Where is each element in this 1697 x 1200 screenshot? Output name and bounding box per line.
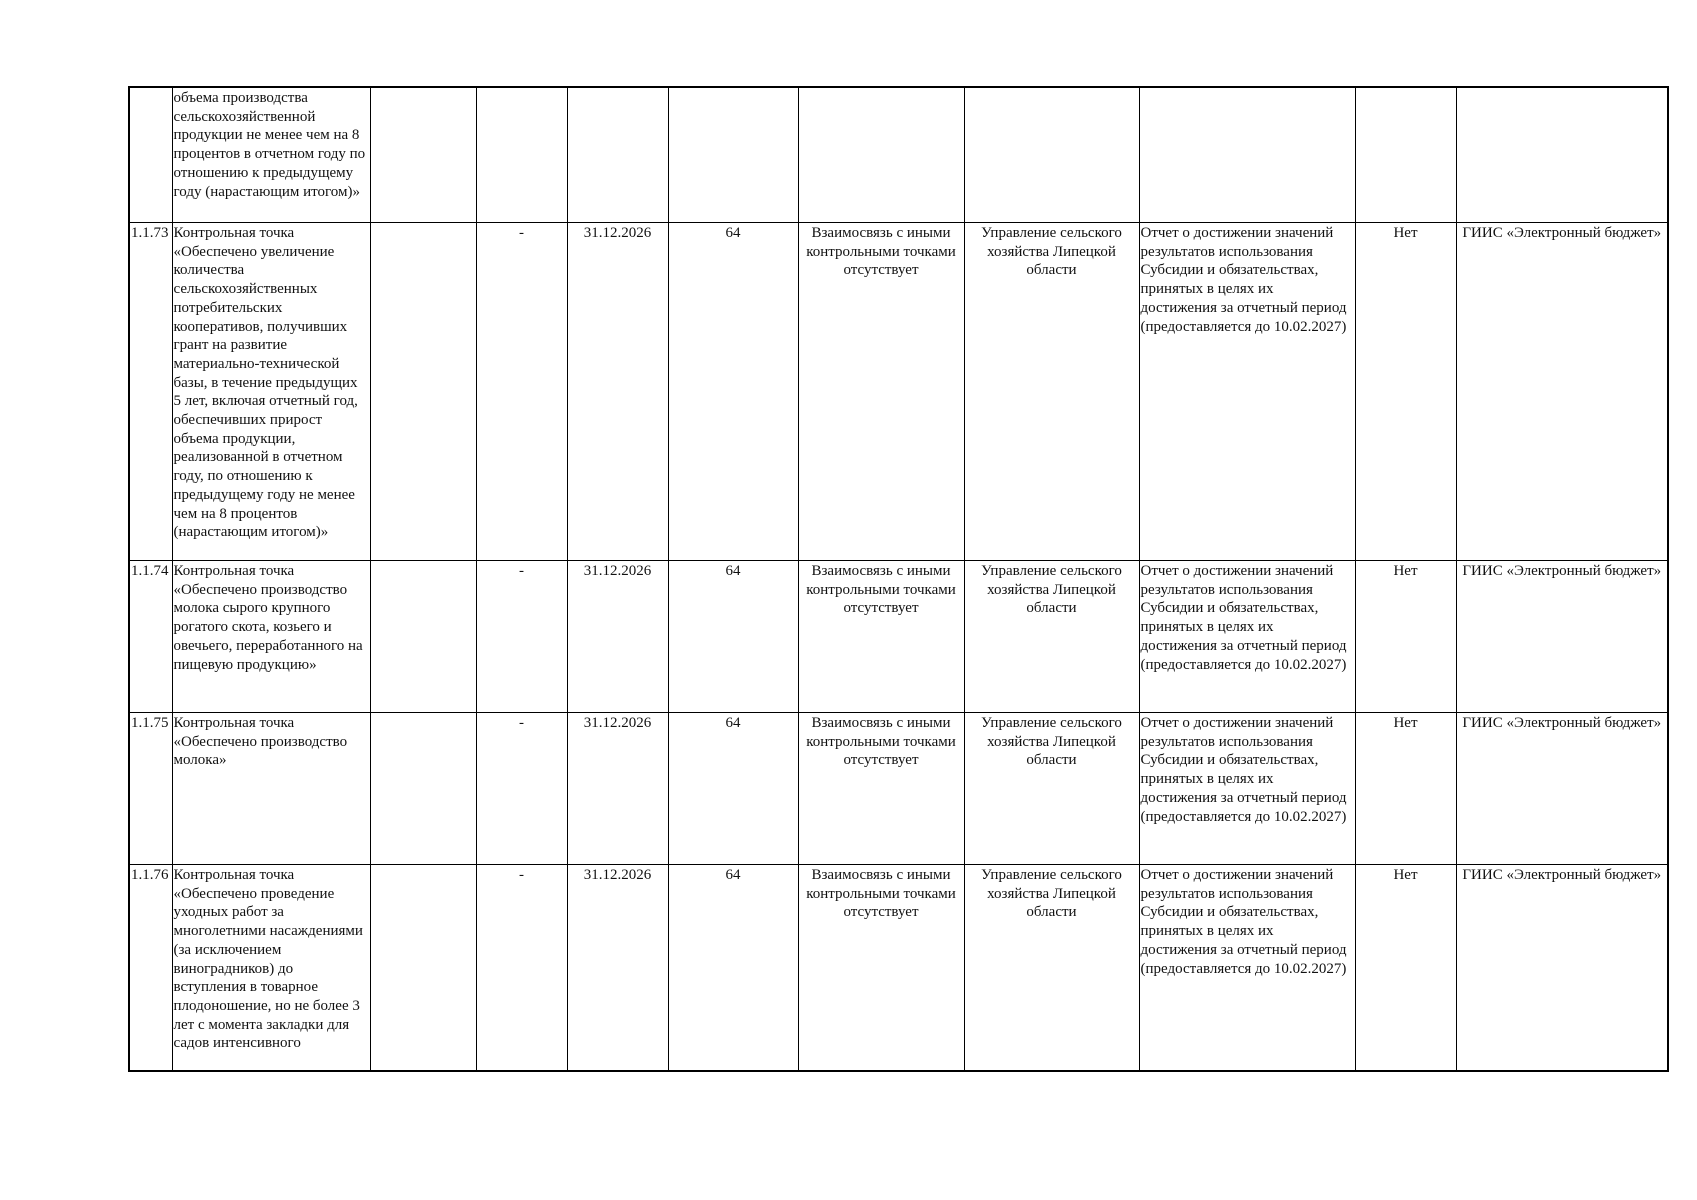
deadline-cell — [567, 87, 668, 223]
control-point-name: Контрольная точка «Обеспечено проведение уходных работ за многолетними насаждениями (за исключением виноградников) до вступления в товарное плодоношение, но не более 3 лет с момента закладки для садов интенсивного — [172, 865, 370, 1072]
document-cell — [1139, 87, 1355, 223]
relation-cell: Взаимосвязь с иными контрольными точками отсутствует — [798, 561, 964, 713]
dash-cell: - — [476, 561, 567, 713]
deadline-cell: 31.12.2026 — [567, 561, 668, 713]
code-cell: 64 — [668, 561, 798, 713]
table-row — [129, 87, 1668, 223]
start-cell — [370, 713, 476, 865]
flag-cell: Нет — [1355, 561, 1456, 713]
start-cell — [370, 865, 476, 1072]
relation-cell: Взаимосвязь с иными контрольными точками отсутствует — [798, 865, 964, 1072]
start-cell — [370, 561, 476, 713]
control-point-name: Контрольная точка «Обеспечено увеличение количества сельскохозяйственных потребительских кооперативов, получивших грант на развитие материально-технической базы, в течение предыдущих 5 лет, включая отчетный год, обеспечивших прирост объема продукции, реализованной в отчетном году, по отношению к предыдущему году не менее чем на 8 процентов (нарастающим итогом)» — [172, 223, 370, 561]
table-row — [129, 713, 1668, 865]
flag-cell: Нет — [1355, 223, 1456, 561]
relation-cell — [798, 87, 964, 223]
dash-cell: - — [476, 865, 567, 1072]
row-number: 1.1.73 — [129, 223, 172, 561]
row-number: 1.1.76 — [129, 865, 172, 1072]
start-cell — [370, 223, 476, 561]
deadline-cell: 31.12.2026 — [567, 865, 668, 1072]
responsible-cell: Управление сельского хозяйства Липецкой области — [964, 561, 1139, 713]
control-point-name: объема производства сельскохозяйственной продукции не менее чем на 8 процентов в отчетном году по отношению к предыдущему году (нарастающим итогом)» — [172, 87, 370, 223]
flag-cell: Нет — [1355, 713, 1456, 865]
start-cell — [370, 87, 476, 223]
flag-cell: Нет — [1355, 865, 1456, 1072]
dash-cell: - — [476, 713, 567, 865]
dash-cell — [476, 87, 567, 223]
code-cell: 64 — [668, 865, 798, 1072]
system-cell: ГИИС «Электронный бюджет» — [1456, 713, 1668, 865]
code-cell: 64 — [668, 223, 798, 561]
responsible-cell: Управление сельского хозяйства Липецкой области — [964, 713, 1139, 865]
document-cell: Отчет о достижении значений результатов использования Субсидии и обязательствах, принятых в целях их достижения за отчетный период (предоставляется до 10.02.2027) — [1139, 713, 1355, 865]
system-cell: ГИИС «Электронный бюджет» — [1456, 223, 1668, 561]
deadline-cell: 31.12.2026 — [567, 713, 668, 865]
row-number — [129, 87, 172, 223]
row-number: 1.1.75 — [129, 713, 172, 865]
control-point-name: Контрольная точка «Обеспечено производство молока» — [172, 713, 370, 865]
document-cell: Отчет о достижении значений результатов использования Субсидии и обязательствах, принятых в целях их достижения за отчетный период (предоставляется до 10.02.2027) — [1139, 865, 1355, 1072]
relation-cell: Взаимосвязь с иными контрольными точками отсутствует — [798, 713, 964, 865]
table-row — [129, 223, 1668, 561]
system-cell — [1456, 87, 1668, 223]
control-point-name: Контрольная точка «Обеспечено производство молока сырого крупного рогатого скота, козьего и овечьего, переработанного на пищевую продукцию» — [172, 561, 370, 713]
code-cell — [668, 87, 798, 223]
deadline-cell: 31.12.2026 — [567, 223, 668, 561]
document-cell: Отчет о достижении значений результатов использования Субсидии и обязательствах, принятых в целях их достижения за отчетный период (предоставляется до 10.02.2027) — [1139, 561, 1355, 713]
system-cell: ГИИС «Электронный бюджет» — [1456, 561, 1668, 713]
row-number: 1.1.74 — [129, 561, 172, 713]
dash-cell: - — [476, 223, 567, 561]
relation-cell: Взаимосвязь с иными контрольными точками отсутствует — [798, 223, 964, 561]
control-points-table — [128, 86, 1669, 1072]
code-cell: 64 — [668, 713, 798, 865]
responsible-cell: Управление сельского хозяйства Липецкой области — [964, 223, 1139, 561]
responsible-cell: Управление сельского хозяйства Липецкой области — [964, 865, 1139, 1072]
document-cell: Отчет о достижении значений результатов использования Субсидии и обязательствах, принятых в целях их достижения за отчетный период (предоставляется до 10.02.2027) — [1139, 223, 1355, 561]
responsible-cell — [964, 87, 1139, 223]
table-row — [129, 561, 1668, 713]
system-cell: ГИИС «Электронный бюджет» — [1456, 865, 1668, 1072]
flag-cell — [1355, 87, 1456, 223]
table-row — [129, 865, 1668, 1072]
